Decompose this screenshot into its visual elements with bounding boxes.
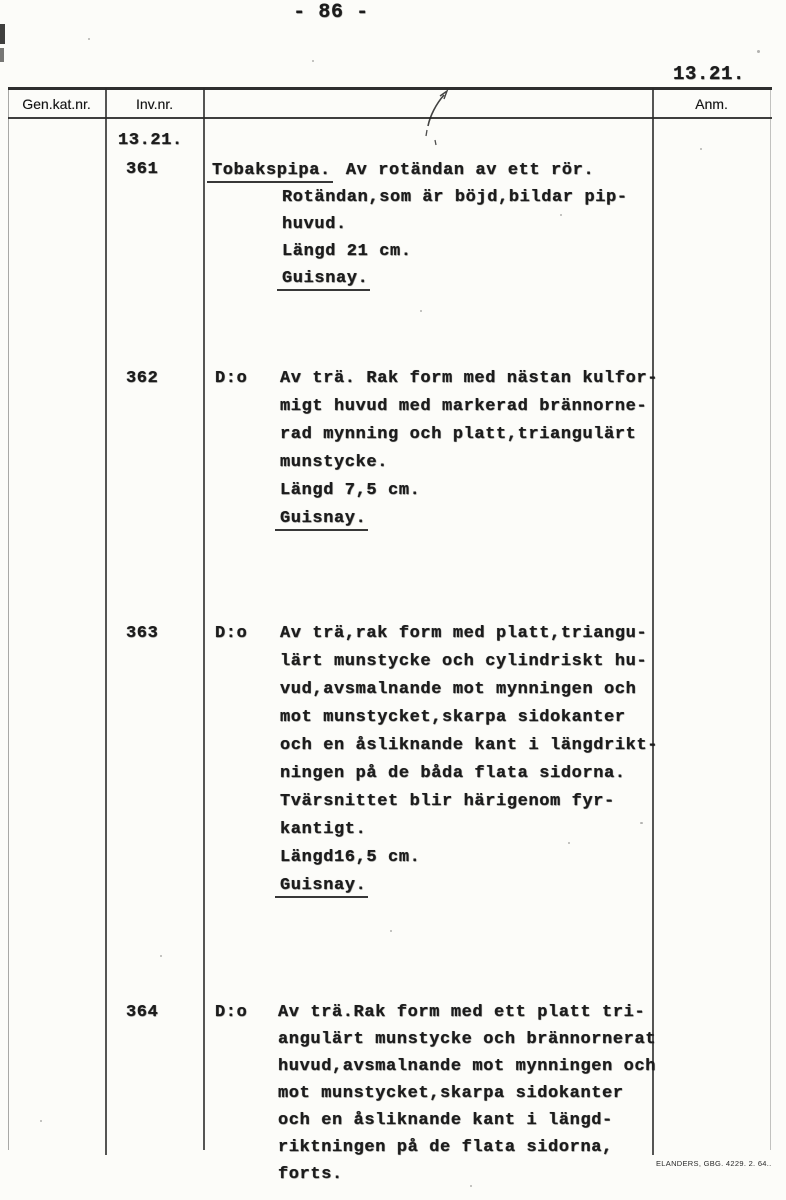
- entry-363-line: Av trä,rak form med platt,triangu-: [280, 624, 648, 643]
- column-header-inv-nr: Inv.nr.: [135, 96, 174, 112]
- entry-364-line: riktningen på de flata sidorna,: [278, 1138, 613, 1157]
- entry-363-signature: [280, 876, 368, 896]
- entry-361-signature: [282, 269, 370, 289]
- page-number: - 86 -: [293, 1, 369, 24]
- entry-363-line: kantigt.: [280, 820, 367, 839]
- entry-364-line: mot munstycket,skarpa sidokanter: [278, 1084, 624, 1103]
- column-header-gen-kat-nr: Gen.kat.nr.: [22, 96, 91, 112]
- entry-362-inv-nr: 362: [126, 369, 159, 388]
- signature-text: Guisnay.: [277, 269, 370, 291]
- entry-363-line: Längd16,5 cm.: [280, 848, 421, 867]
- entry-364-ditto: D:o: [215, 1003, 248, 1022]
- table-rule-top: [8, 87, 772, 90]
- column-header-anm: Anm.: [695, 96, 728, 112]
- table-border-left: [8, 88, 9, 1150]
- entry-362-line: munstycke.: [280, 453, 389, 472]
- table-divider-genkat-inv: [105, 88, 107, 1155]
- signature-text: Guisnay.: [275, 509, 368, 531]
- printer-imprint: ELANDERS, GBG. 4229. 2. 64..: [656, 1159, 772, 1168]
- section-code: 13.21.: [673, 63, 746, 85]
- pen-mark-icon: [418, 86, 462, 148]
- entry-363-line: lärt munstycke och cylindriskt hu-: [280, 652, 648, 671]
- entry-363-line: Tvärsnittet blir härigenom fyr-: [280, 792, 615, 811]
- entry-364-line: Av trä.Rak form med ett platt tri-: [278, 1003, 646, 1022]
- table-divider-main-anm: [652, 88, 654, 1155]
- entry-361-title: Tobakspipa.: [207, 161, 333, 183]
- entry-361-line: Rotändan,som är böjd,bildar pip-: [282, 188, 628, 207]
- scan-edge-mark: [0, 24, 5, 44]
- entry-362-line: migt huvud med markerad brännorne-: [280, 397, 648, 416]
- entry-364-line: huvud,avsmalnande mot mynningen och: [278, 1057, 657, 1076]
- signature-text: Guisnay.: [275, 876, 368, 898]
- entry-364-line: och en åsliknande kant i längd-: [278, 1111, 613, 1130]
- entry-362-signature: [280, 509, 368, 529]
- entry-362-line: Av trä. Rak form med nästan kulfor-: [280, 369, 659, 388]
- entry-363-inv-nr: 363: [126, 624, 159, 643]
- entry-364-inv-nr: 364: [126, 1003, 159, 1022]
- entry-362-line: Längd 7,5 cm.: [280, 481, 421, 500]
- entry-362-ditto: D:o: [215, 369, 248, 388]
- entry-364-line: forts.: [278, 1165, 343, 1184]
- entry-361-inv-nr: 361: [126, 160, 159, 179]
- table-border-right: [770, 88, 771, 1150]
- entry-363-line: ningen på de båda flata sidorna.: [280, 764, 626, 783]
- entry-361-title-row: [212, 161, 594, 181]
- entry-361-inv-group: 13.21.: [118, 131, 183, 150]
- entry-362-line: rad mynning och platt,triangulärt: [280, 425, 637, 444]
- entry-361-line: huvud.: [282, 215, 347, 234]
- entry-363-line: mot munstycket,skarpa sidokanter: [280, 708, 626, 727]
- scan-edge-mark: [0, 48, 4, 62]
- entry-361-line: Längd 21 cm.: [282, 242, 412, 261]
- entry-363-line: vud,avsmalnande mot mynningen och: [280, 680, 637, 699]
- entry-363-line: och en åsliknande kant i längdrikt-: [280, 736, 659, 755]
- entry-363-ditto: D:o: [215, 624, 248, 643]
- table-divider-inv-main: [203, 88, 205, 1150]
- table-rule-header-bottom: [8, 117, 772, 119]
- entry-364-line: angulärt munstycke och brännornerat: [278, 1030, 657, 1049]
- entry-361-title-rest: Av rotändan av ett rör.: [345, 161, 595, 180]
